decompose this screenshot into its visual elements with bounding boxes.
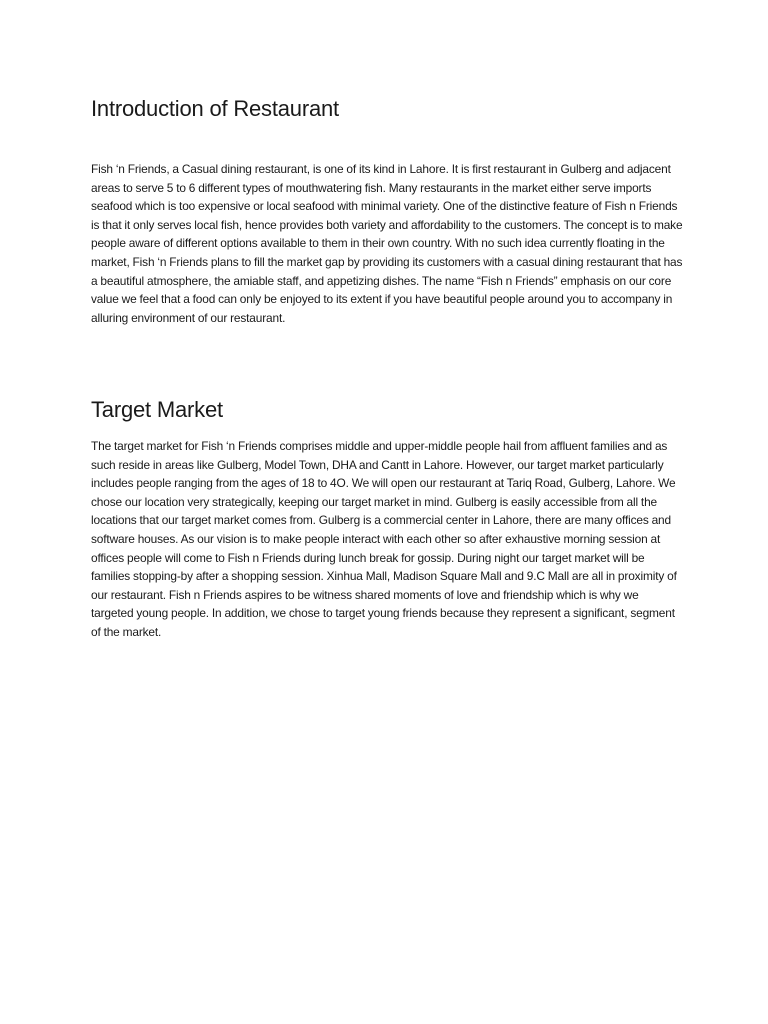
target-market-paragraph: The target market for Fish ‘n Friends comprises middle and upper-middle people hail from affluent families and as such reside in areas like Gulberg, Model Town, DHA and Cantt in Lahore. However, our target market particularly includes people ranging from the ages of 18 to 4O. We will open our restaurant at Tariq Road, Gulberg, Lahore. We chose our location very strategically, keeping our target market in mind. Gulberg is easily accessible from all the locations that our target market comes from. Gulberg is a commercial center in Lahore, there are many offices and software houses. As our vision is to make people interact with each other so after exhaustive morning session at offices people will come to Fish n Friends during lunch break for gossip. During night our target market will be families stopping-by after a shopping session. Xinhua Mall, Madison Square Mall and 9.C Mall are all in proximity of our restaurant. Fish n Friends aspires to be witness shared moments of love and friendship which is why we targeted young people. In addition, we chose to target young friends because they represent a significant, segment of the market. xyxy=(91,439,677,639)
introduction-heading: Introduction of Restaurant xyxy=(91,96,339,121)
introduction-paragraph: Fish ‘n Friends, a Casual dining restaurant, is one of its kind in Lahore. It is first restaurant in Gulberg and adjacent areas to serve 5 to 6 different types of mouthwatering fish. Many restaurants in the market either serve imports seafood which is too expensive or local seafood with minimal variety. One of the distinctive feature of Fish n Friends is that it only serves local fish, hence provides both variety and affordability to the customers. The concept is to make people aware of different options available to them in their own country. With no such idea currently floating in the market, Fish ‘n Friends plans to fill the market gap by providing its customers with a casual dining restaurant that has a beautiful atmosphere, the amiable staff, and appetizing dishes. The name “Fish n Friends” emphasis on our core value we feel that a food can only be enjoyed to its extent if you have beautiful people around you to accompany in alluring environment of our restaurant. xyxy=(91,162,683,325)
introduction-section xyxy=(91,94,683,327)
target-market-heading: Target Market xyxy=(91,397,223,422)
target-market-section xyxy=(91,395,683,642)
